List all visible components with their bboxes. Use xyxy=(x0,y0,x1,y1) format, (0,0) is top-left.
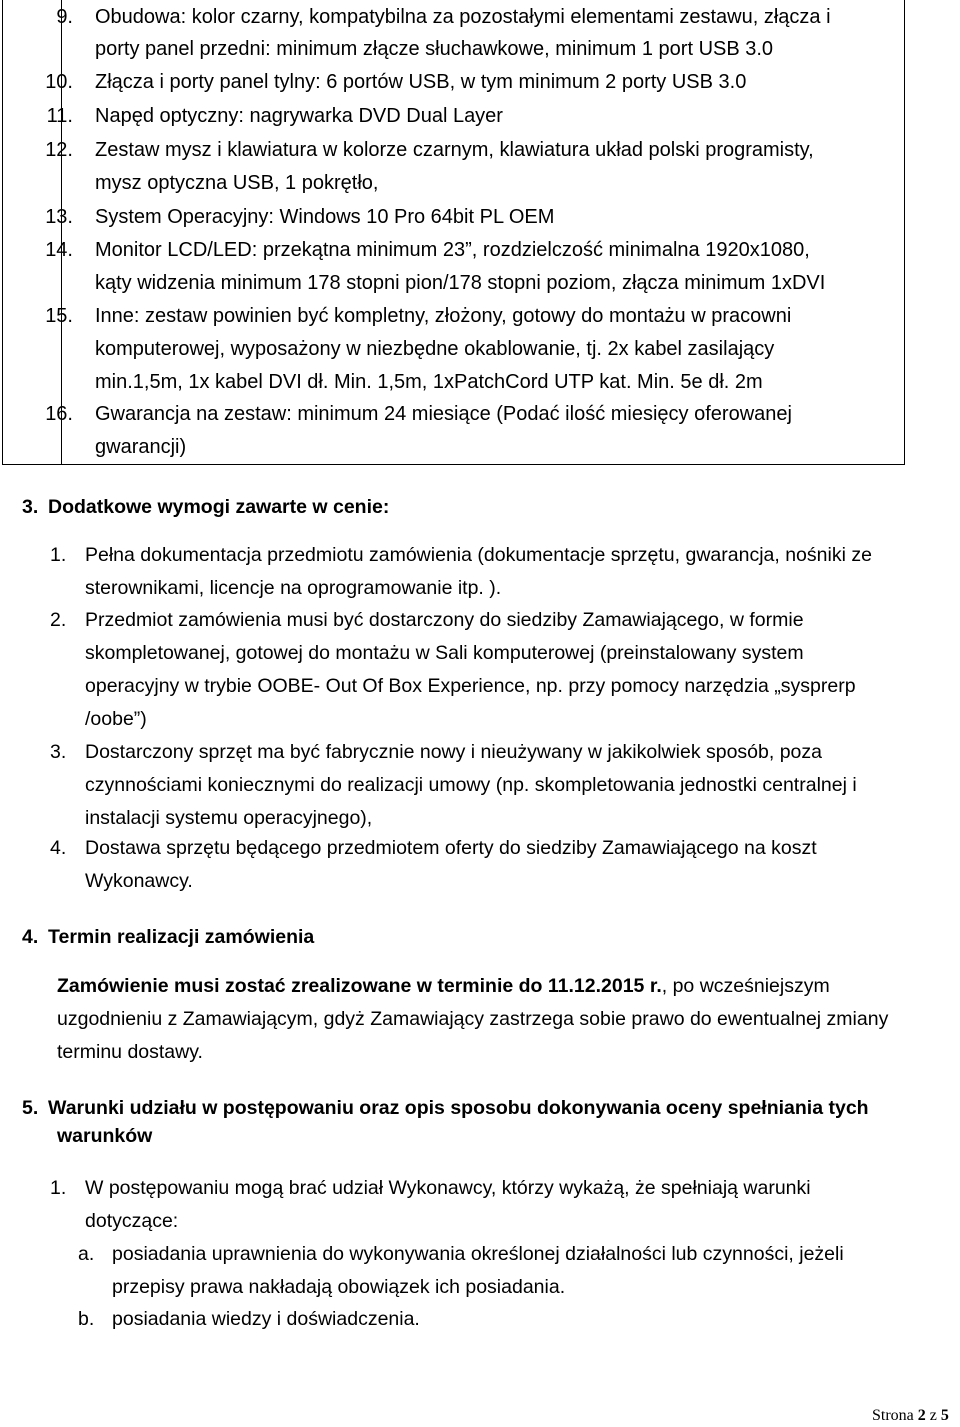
footer-mid: z xyxy=(925,1407,941,1424)
row-text-line: porty panel przedni: minimum złącze słuchawkowe, minimum 1 port USB 3.0 xyxy=(95,38,774,60)
sub-item-line: posiadania wiedzy i doświadczenia. xyxy=(112,1308,420,1330)
footer-page-total: 5 xyxy=(940,1407,949,1424)
list-item-line: Wykonawcy. xyxy=(85,870,193,892)
spec-table xyxy=(2,0,905,465)
row-text-line: Złącza i porty panel tylny: 6 portów USB, w tym minimum 2 porty USB 3.0 xyxy=(95,71,747,93)
paragraph-line: terminu dostawy. xyxy=(57,1041,203,1063)
row-text-line: Obudowa: kolor czarny, kompatybilna za pozostałymi elementami zestawu, złącza i xyxy=(95,6,831,28)
row-text-line: gwarancji) xyxy=(95,436,187,458)
row-number: 15. xyxy=(45,305,73,327)
row-text-line: Monitor LCD/LED: przekątna minimum 23”, rozdzielczość minimalna 1920x1080, xyxy=(95,239,810,261)
row-text-line: Gwarancja na zestaw: minimum 24 miesiące (Podać ilość miesięcy oferowanej xyxy=(95,403,792,425)
list-item-line: operacyjny w trybie OOBE- Out Of Box Experience, np. przy pomocy narzędzia „sysprerp xyxy=(85,675,856,697)
section-4-heading: 4. Termin realizacji zamówienia xyxy=(22,926,315,948)
row-text-line: kąty widzenia minimum 178 stopni pion/178 stopni poziom, złącza minimum 1xDVI xyxy=(95,272,826,294)
paragraph-line: uzgodnieniu z Zamawiającym, gdyż Zamawiający zastrzega sobie prawo do ewentualnej zmiany xyxy=(57,1008,889,1030)
row-text-line: Zestaw mysz i klawiatura w kolorze czarnym, klawiatura układ polski programisty, xyxy=(95,139,814,161)
section-5-heading-cont: warunków xyxy=(57,1125,153,1147)
page-footer xyxy=(872,1407,949,1425)
deadline-text: Zamówienie musi zostać zrealizowane w terminie do 11.12.2015 r. xyxy=(57,975,662,997)
row-number: 16. xyxy=(45,403,73,425)
list-item-number: 3. xyxy=(50,741,67,763)
list-item-line: czynnościami koniecznymi do realizacji umowy (np. skompletowania jednostki centralnej i xyxy=(85,774,857,796)
list-item-line: instalacji systemu operacyjnego), xyxy=(85,807,373,829)
list-item-line: Pełna dokumentacja przedmiotu zamówienia (dokumentacje sprzętu, gwarancja, nośniki ze xyxy=(85,544,872,566)
row-text-line: komputerowej, wyposażony w niezbędne okablowanie, tj. 2x kabel zasilający xyxy=(95,338,775,360)
list-item-line: Dostawa sprzętu będącego przedmiotem oferty do siedziby Zamawiającego na koszt xyxy=(85,837,817,859)
list-item-number: 1. xyxy=(50,544,67,566)
row-number: 10. xyxy=(45,71,73,93)
list-item-number: 2. xyxy=(50,609,67,631)
row-number: 12. xyxy=(45,139,73,161)
list-item-line: W postępowaniu mogą brać udział Wykonawcy, którzy wykażą, że spełniają warunki xyxy=(85,1177,811,1199)
sub-item-letter: b. xyxy=(78,1308,95,1330)
list-item-number: 4. xyxy=(50,837,67,859)
list-item-line: Przedmiot zamówienia musi być dostarczony do siedziby Zamawiającego, w formie xyxy=(85,609,804,631)
section-5-heading: 5. Warunki udziału w postępowaniu oraz opis sposobu dokonywania oceny spełniania tych xyxy=(22,1097,869,1119)
row-number: 9. xyxy=(56,6,73,28)
list-item-line: Dostarczony sprzęt ma być fabrycznie nowy i nieużywany w jakikolwiek sposób, poza xyxy=(85,741,822,763)
row-number: 14. xyxy=(45,239,73,261)
row-text-line: Napęd optyczny: nagrywarka DVD Dual Layer xyxy=(95,105,503,127)
sub-item-line: przepisy prawa nakładają obowiązek ich posiadania. xyxy=(112,1276,566,1298)
footer-page-number: 2 xyxy=(917,1407,926,1424)
row-text-line: mysz optyczna USB, 1 pokrętło, xyxy=(95,172,379,194)
sub-item-line: posiadania uprawnienia do wykonywania określonej działalności lub czynności, jeżeli xyxy=(112,1243,844,1265)
list-item-line: /oobe”) xyxy=(85,708,147,730)
row-text-line: Inne: zestaw powinien być kompletny, złożony, gotowy do montażu w pracowni xyxy=(95,305,792,327)
list-item-number: 1. xyxy=(50,1177,67,1199)
row-number: 11. xyxy=(46,105,73,127)
section-4-paragraph xyxy=(57,970,957,1069)
section-3-heading: 3. Dodatkowe wymogi zawarte w cenie: xyxy=(22,496,390,518)
row-number: 13. xyxy=(45,206,73,228)
sub-item-letter: a. xyxy=(78,1243,95,1265)
row-text-line: min.1,5m, 1x kabel DVI dł. Min. 1,5m, 1xPatchCord UTP kat. Min. 5e dł. 2m xyxy=(95,371,763,393)
list-item-line: dotyczące: xyxy=(85,1210,179,1232)
list-item-line: sterownikami, licencje na oprogramowanie itp. ). xyxy=(85,577,502,599)
paragraph-text: , po wcześniejszym xyxy=(661,975,830,997)
list-item-line: skompletowanej, gotowej do montażu w Sali komputerowej (preinstalowany system xyxy=(85,642,804,664)
row-text-line: System Operacyjny: Windows 10 Pro 64bit PL OEM xyxy=(95,206,555,228)
footer-prefix: Strona xyxy=(872,1407,918,1424)
